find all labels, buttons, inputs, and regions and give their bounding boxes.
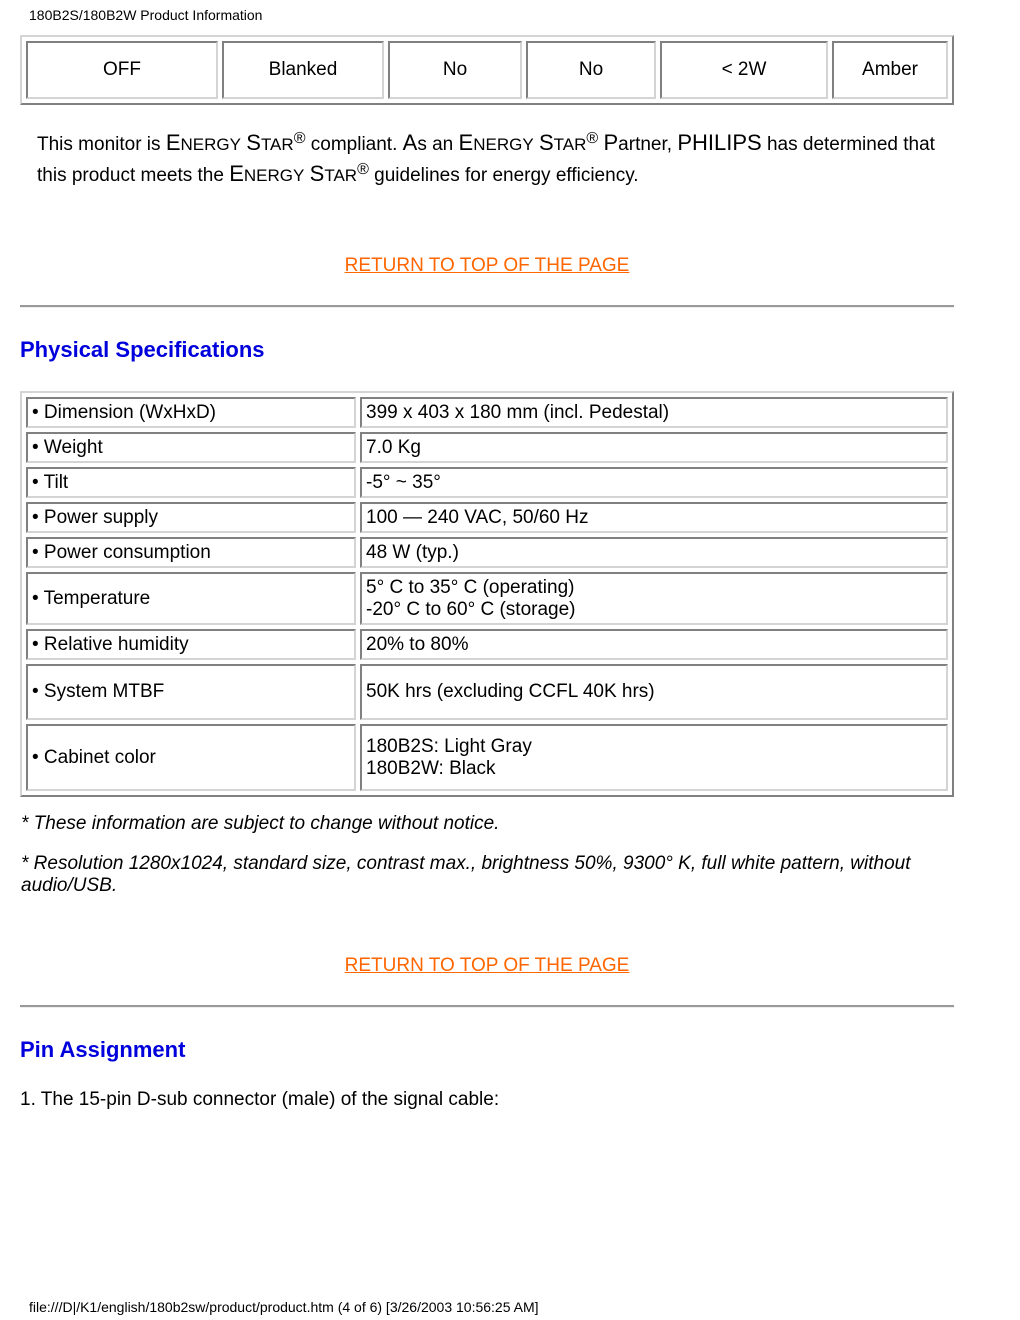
table-cell: OFF [26,41,218,99]
table-cell: Amber [832,41,948,99]
table-row [26,467,948,498]
spec-label: • Dimension (WxHxD) [26,397,356,428]
spec-value: 399 x 403 x 180 mm (incl. Pedestal) [360,397,948,428]
table-row [26,724,948,791]
table-cell: No [526,41,656,99]
change-notice: * These information are subject to change without notice. [21,813,500,834]
spec-label: • Weight [26,432,356,463]
table-cell: < 2W [660,41,828,99]
energy-star-statement: This monitor is ENERGY STAR® compliant. As an ENERGY STAR® Partner, PHILIPS has determined that this product meets the ENERGY STAR® guidelines for energy efficiency. [37,130,935,186]
table-cell: Blanked [222,41,384,99]
spec-label: • Tilt [26,467,356,498]
pin-assignment-heading: Pin Assignment [20,1037,186,1062]
physical-specifications-heading: Physical Specifications [20,337,265,362]
power-management-table [20,35,954,105]
spec-value: 100 — 240 VAC, 50/60 Hz [360,502,948,533]
philips-brand: PHILIPS [677,130,762,155]
spec-label: • Relative humidity [26,629,356,660]
print-footer: file:///D|/K1/english/180b2sw/product/product.htm (4 of 6) [3/26/2003 10:56:25 AM] [29,1299,539,1315]
spec-value: 20% to 80% [360,629,948,660]
spec-value: 7.0 Kg [360,432,948,463]
table-row [26,41,948,99]
spec-label: • Power consumption [26,537,356,568]
spec-value: 180B2S: Light Gray 180B2W: Black [360,724,948,791]
table-cell: No [388,41,522,99]
table-row [26,537,948,568]
spec-value: 48 W (typ.) [360,537,948,568]
table-row [26,572,948,625]
measurement-footnote: * Resolution 1280x1024, standard size, contrast max., brightness 50%, 9300° K, full white pattern, without audio/USB. [21,853,911,896]
spec-value: 5° C to 35° C (operating) -20° C to 60° C (storage) [360,572,948,625]
pin-assignment-intro: 1. The 15-pin D-sub connector (male) of the signal cable: [20,1089,500,1110]
table-row [26,502,948,533]
table-row [26,629,948,660]
spec-value: -5° ~ 35° [360,467,948,498]
physical-specifications-table [20,391,954,797]
table-row [26,664,948,720]
spec-value: 50K hrs (excluding CCFL 40K hrs) [360,664,948,720]
print-header: 180B2S/180B2W Product Information [29,7,263,23]
return-to-top-link[interactable]: RETURN TO TOP OF THE PAGE [344,955,630,976]
divider [20,1005,954,1008]
table-row [26,397,948,428]
return-to-top-link[interactable]: RETURN TO TOP OF THE PAGE [344,255,630,276]
spec-label: • Cabinet color [26,724,356,791]
spec-label: • System MTBF [26,664,356,720]
spec-label: • Temperature [26,572,356,625]
spec-label: • Power supply [26,502,356,533]
divider [20,305,954,308]
table-row [26,432,948,463]
